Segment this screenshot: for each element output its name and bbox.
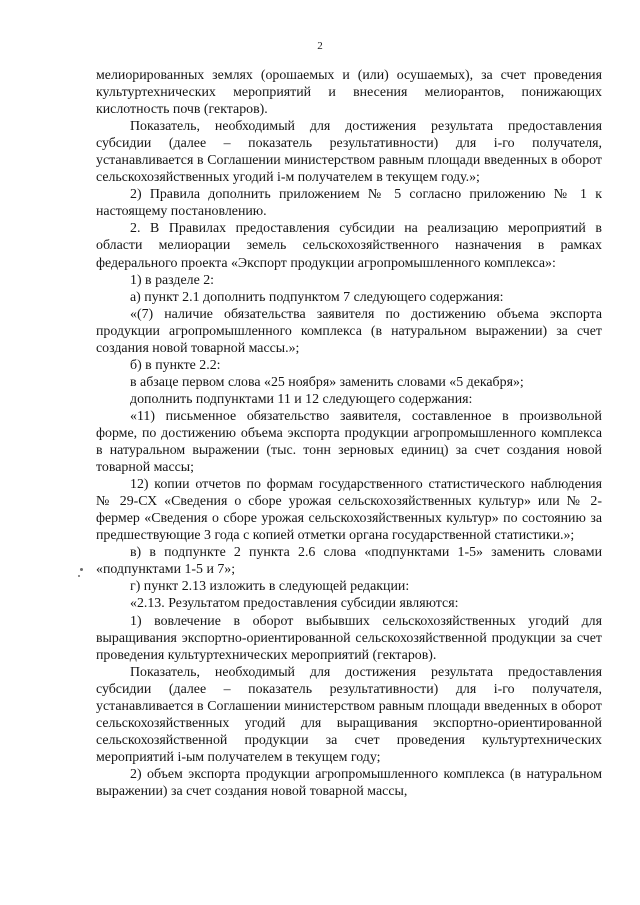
paragraph-performance-indicator: Показатель, необходимый для достижения результата предоставления субсидии (далее – показатель результативности) для i-го получателя, устанавливается в Соглашении министерством равным площади введенных в оборот сельскохозяйственных угодий i-м получателем в текущем году.»; xyxy=(96,119,602,186)
paragraph-add-subitems: дополнить подпунктами 11 и 12 следующего содержания: xyxy=(130,391,473,407)
paragraph-subitem-7: «(7) наличие обязательства заявителя по достижению объема экспорта продукции агропромышленного комплекса (в натуральном выражении) за счет создания новой товарной массы.»; xyxy=(96,306,602,356)
paragraph-item-g: г) пункт 2.13 изложить в следующей редакции: xyxy=(130,579,410,595)
paragraph-item-a: а) пункт 2.1 дополнить подпунктом 7 следующего содержания: xyxy=(130,289,504,305)
paragraph-subitem-11: «11) письменное обязательство заявителя, составленное в произвольной форме, по достижению объема экспорта продукции агропромышленного комплекса в натуральном выражении (тыс. тонн зерновых единиц) за счет создания новой товарной массы; xyxy=(96,408,602,476)
paragraph-section-2: 1) в разделе 2: xyxy=(130,272,215,288)
paragraph-clause-2-13: «2.13. Результатом предоставления субсидии являются: xyxy=(130,596,459,612)
document-body xyxy=(96,67,602,800)
paragraph-appendix-5: 2) Правила дополнить приложением № 5 согласно приложению № 1 к настоящему постановлению. xyxy=(96,187,602,220)
scan-speck xyxy=(78,575,80,577)
paragraph-dates-replacement: в абзаце первом слова «25 ноября» заменить словами «5 декабря»; xyxy=(130,374,524,390)
paragraph-item-b: б) в пункте 2.2: xyxy=(130,357,221,373)
paragraph-indicator-i-recipient: Показатель, необходимый для достижения результата предоставления субсидии (далее – показатель результативности) для i-го получателя, устанавливается в Соглашении министерством равным площади введенных в оборот сельскохозяйственных угодий для выращивания экспортно-ориентированной сельскохозяйственной продукции за счет проведения культуртехнических мероприятий i-ым получателем в текущем году; xyxy=(96,664,602,765)
paragraph-subitem-12: 12) копии отчетов по формам государственного статистического наблюдения № 29-СХ «Сведения о сборе урожая сельскохозяйственных культур» или № 2-фермер «Сведения о сборе урожая сельскохозяйственных культур» по состоянию за предшествующие 3 года с копией отметки органа государственной статистики.»; xyxy=(96,477,602,544)
paragraph-rules-amendment-2: 2. В Правилах предоставления субсидии на реализацию мероприятий в области мелиорации земель сельскохозяйственного назначения в рамках федерального проекта «Экспорт продукции агропромышленного комплекса»: xyxy=(96,221,602,271)
page-number: 2 xyxy=(317,40,323,52)
paragraph-item-v: в) в подпункте 2 пункта 2.6 слова «подпунктами 1-5» заменить словами «подпунктами 1-5 и 7»; xyxy=(96,545,602,578)
paragraph-result-1: 1) вовлечение в оборот выбывших сельскохозяйственных угодий для выращивания экспортно-ориентированной сельскохозяйственной продукции за счет проведения культуртехнических мероприятий (гектаров). xyxy=(96,613,602,663)
paragraph-land-reclamation-end: мелиорированных землях (орошаемых и (или) осушаемых), за счет проведения культуртехнических мероприятий и внесения мелиорантов, понижающих кислотность почв (гектаров). xyxy=(96,68,602,118)
scan-speck xyxy=(80,568,83,571)
paragraph-result-2: 2) объем экспорта продукции агропромышленного комплекса (в натуральном выражении) за счет создания новой товарной массы, xyxy=(96,766,602,799)
